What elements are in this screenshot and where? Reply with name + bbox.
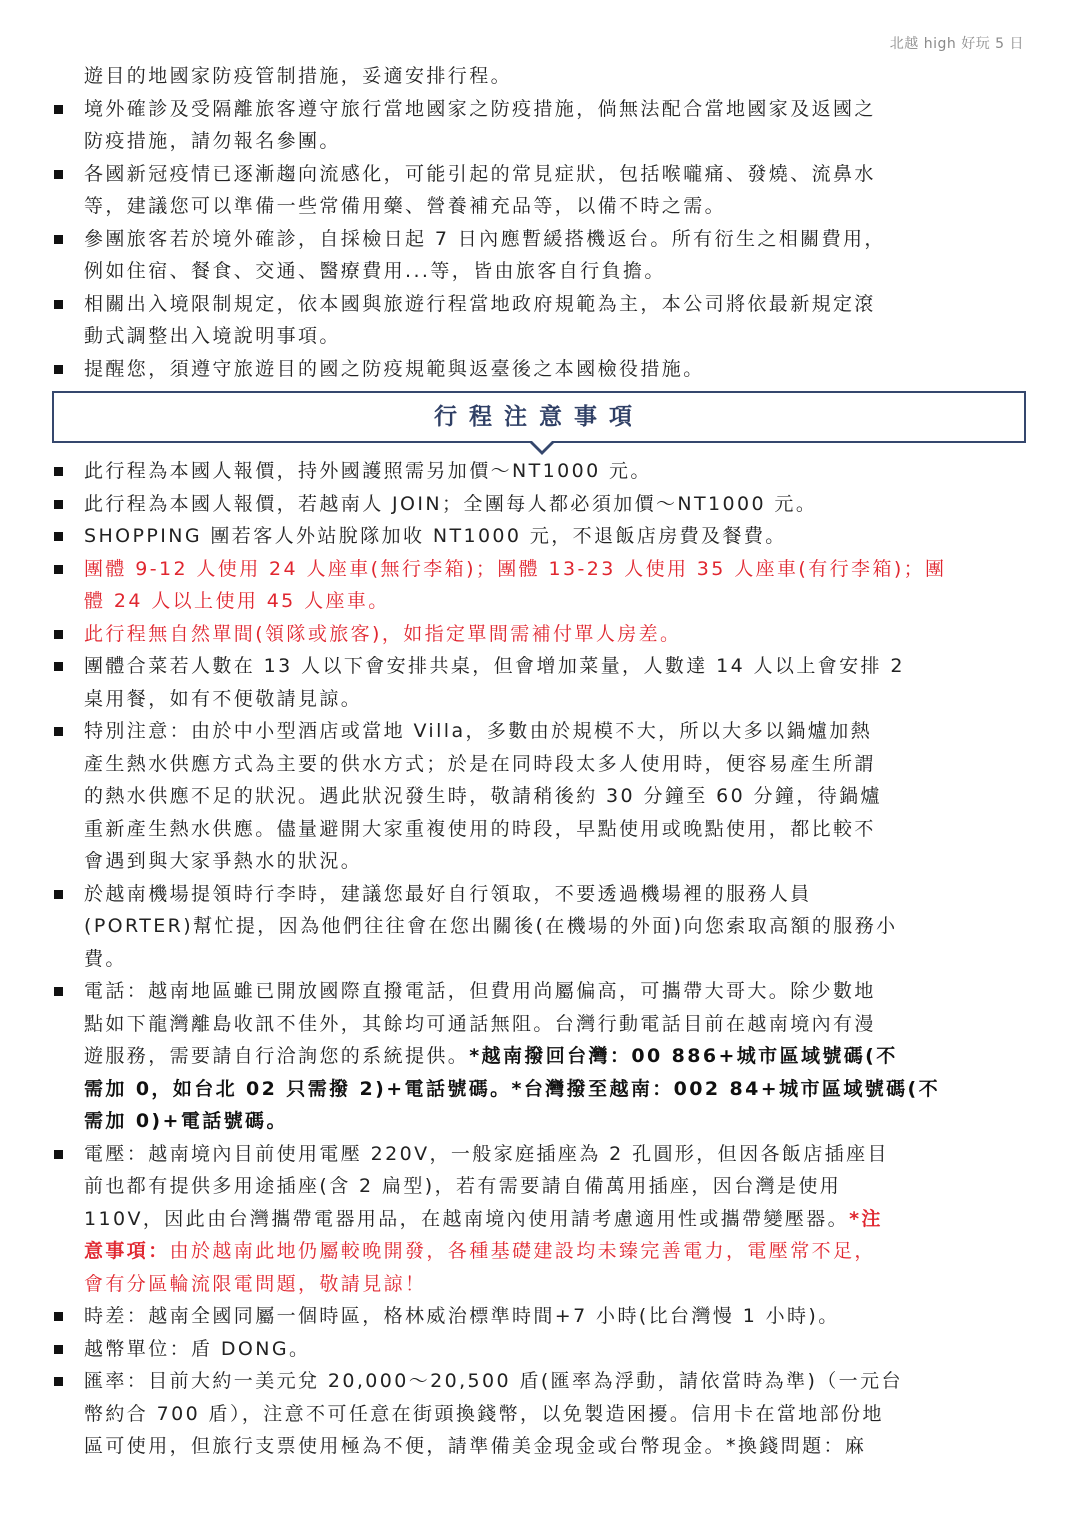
line-text: 時差：越南全國同屬一個時區，格林威治標準時間+7 小時(比台灣慢 1 小時)。 [84,1305,840,1327]
bullet-line [52,455,1026,488]
continuation-line [52,1430,1026,1463]
continuation-line [52,585,1026,618]
line-text: (PORTER)幫忙提，因為他們往往會在您出關後(在機場的外面)向您索取高額的服務小 [84,915,898,937]
bullet-line [52,618,1026,651]
line-text: 越幣單位：盾 DONG。 [84,1337,311,1360]
document-body [52,60,1026,1463]
bullet-line [52,223,1026,256]
line-text: 的熱水供應不足的狀況。遇此狀況發生時，敬請稍後約 30 分鐘至 60 分鐘，待鍋爐 [84,785,882,807]
line-text: 點如下龍灣離島收訊不佳外，其餘均可通話無阻。台灣行動電話目前在越南境內有漫 [84,1012,876,1035]
bullet-line [52,1365,1026,1398]
covid-notice-list [52,60,1026,385]
continuation-line [52,1170,1026,1203]
line-text: 區可使用，但旅行支票使用極為不便，請準備美金現金或台幣現金。*換錢問題：麻 [84,1435,867,1457]
continuation-line [52,60,1026,93]
line-text: 體 24 人以上使用 45 人座車。 [84,590,390,612]
line-text: 需加 0，如台北 02 只需撥 2)+電話號碼。*台灣撥至越南：002 84+城市區域號碼(不 [84,1077,941,1100]
continuation-line [52,320,1026,353]
continuation-line [52,943,1026,976]
line-text: 電壓：越南境內目前使用電壓 220V，一般家庭插座為 2 孔圓形，但因各飯店插座目 [84,1142,889,1165]
line-text: *越南撥回台灣：00 886+城市區域號碼(不 [469,1045,898,1067]
continuation-line [52,1105,1026,1138]
line-text: 遊服務，需要請自行洽詢您的系統提供。 [84,1045,470,1067]
bullet-line [52,1300,1026,1333]
bullet-line [52,488,1026,521]
bullet-line [52,878,1026,911]
continuation-line [52,190,1026,223]
page-header-title: 北越 high 好玩 5 日 [889,36,1024,52]
line-text: 前也都有提供多用途插座(含 2 扁型)，若有需要請自備萬用插座，因台灣是使用 [84,1175,842,1197]
bullet-line [52,1333,1026,1366]
bullet-line [52,975,1026,1008]
bullet-line [52,158,1026,191]
continuation-line [52,1398,1026,1431]
line-text: 相關出入境限制規定，依本國與旅遊行程當地政府規範為主，本公司將依最新規定滾 [84,292,876,315]
continuation-line [52,1235,1026,1268]
bullet-line [52,288,1026,321]
continuation-line [52,845,1026,878]
line-text: 意事項： [84,1240,170,1262]
line-text: 110V，因此由台灣攜帶電器用品，在越南境內使用請考慮適用性或攜帶變壓器。 [84,1207,850,1230]
line-text: 例如住宿、餐食、交通、醫療費用...等，皆由旅客自行負擔。 [84,260,666,282]
line-text: 桌用餐，如有不便敬請見諒。 [84,687,363,710]
continuation-line [52,125,1026,158]
continuation-line [52,255,1026,288]
continuation-line [52,1203,1026,1236]
continuation-line [52,1008,1026,1041]
line-text: 團體合菜若人數在 13 人以下會安排共桌，但會增加菜量，人數達 14 人以上會安排 2 [84,655,905,677]
continuation-line [52,910,1026,943]
line-text: 電話：越南地區雖已開放國際直撥電話，但費用尚屬偏高，可攜帶大哥大。除少數地 [84,980,876,1002]
line-text: 產生熱水供應方式為主要的供水方式；於是在同時段太多人使用時，便容易產生所謂 [84,752,876,775]
line-text: 等，建議您可以準備一些常備用藥、營養補充品等，以備不時之需。 [84,195,727,217]
line-text: 匯率：目前大約一美元兌 20,000～20,500 盾(匯率為浮動，請依當時為準)（一元台 [84,1370,903,1392]
section-pointer-inner [531,440,553,451]
line-text: 提醒您，須遵守旅遊目的國之防疫規範與返臺後之本國檢役措施。 [84,357,705,380]
bullet-line [52,715,1026,748]
bullet-line [52,353,1026,386]
continuation-line [52,1040,1026,1073]
continuation-line [52,683,1026,716]
section-header-box [52,391,1026,443]
line-text: *注 [849,1207,883,1230]
line-text: 需加 0)+電話號碼。 [84,1110,288,1132]
bullet-line [52,1138,1026,1171]
line-text: 費。 [84,947,127,970]
line-text: 重新產生熱水供應。儘量避開大家重複使用的時段，早點使用或晚點使用，都比較不 [84,817,876,840]
line-text: 此行程為本國人報價，持外國護照需另加價～NT1000 元。 [84,460,652,482]
line-text: 參團旅客若於境外確診，自採檢日起 7 日內應暫緩搭機返台。所有衍生之相關費用， [84,227,886,250]
line-text: 動式調整出入境說明事項。 [84,325,341,347]
bullet-line [52,520,1026,553]
line-text: 幣約合 700 盾），注意不可任意在街頭換錢幣，以免製造困擾。信用卡在當地部份地 [84,1402,884,1425]
line-text: 境外確診及受隔離旅客遵守旅行當地國家之防疫措施，倘無法配合當地國家及返國之 [84,97,876,120]
line-text: 此行程無自然單間(領隊或旅客)，如指定單間需補付單人房差。 [84,622,682,645]
continuation-line [52,1073,1026,1106]
bullet-line [52,93,1026,126]
continuation-line [52,780,1026,813]
continuation-line [52,813,1026,846]
continuation-line [52,748,1026,781]
line-text: 各國新冠疫情已逐漸趨向流感化，可能引起的常見症狀，包括喉嚨痛、發燒、流鼻水 [84,162,876,185]
line-text: 遊目的地國家防疫管制措施，妥適安排行程。 [84,65,513,87]
line-text: 此行程為本國人報價，若越南人 JOIN；全團每人都必須加價～NT1000 元。 [84,492,818,515]
line-text: 於越南機場提領時行李時，建議您最好自行領取，不要透過機場裡的服務人員 [84,882,812,905]
line-text: 防疫措施，請勿報名參團。 [84,130,341,152]
line-text: 特別注意：由於中小型酒店或當地 Villa，多數由於規模不大，所以大多以鍋爐加熱 [84,720,873,742]
bullet-line [52,650,1026,683]
line-text: 會遇到與大家爭熱水的狀況。 [84,850,363,872]
line-text: 團體 9-12 人使用 24 人座車(無行李箱)；團體 13-23 人使用 35 人座車(有行李箱)；團 [84,557,947,580]
line-text: 由於越南此地仍屬較晚開發，各種基礎建設均未臻完善電力，電壓常不足， [169,1240,876,1262]
line-text: SHOPPING 團若客人外站脫隊加收 NT1000 元，不退飯店房費及餐費。 [84,525,787,547]
line-text: 會有分區輪流限電問題，敬請見諒！ [84,1272,427,1295]
itinerary-notes-list [52,455,1026,1463]
bullet-line [52,553,1026,586]
section-title: 行程注意事項 [434,403,644,430]
continuation-line [52,1268,1026,1301]
